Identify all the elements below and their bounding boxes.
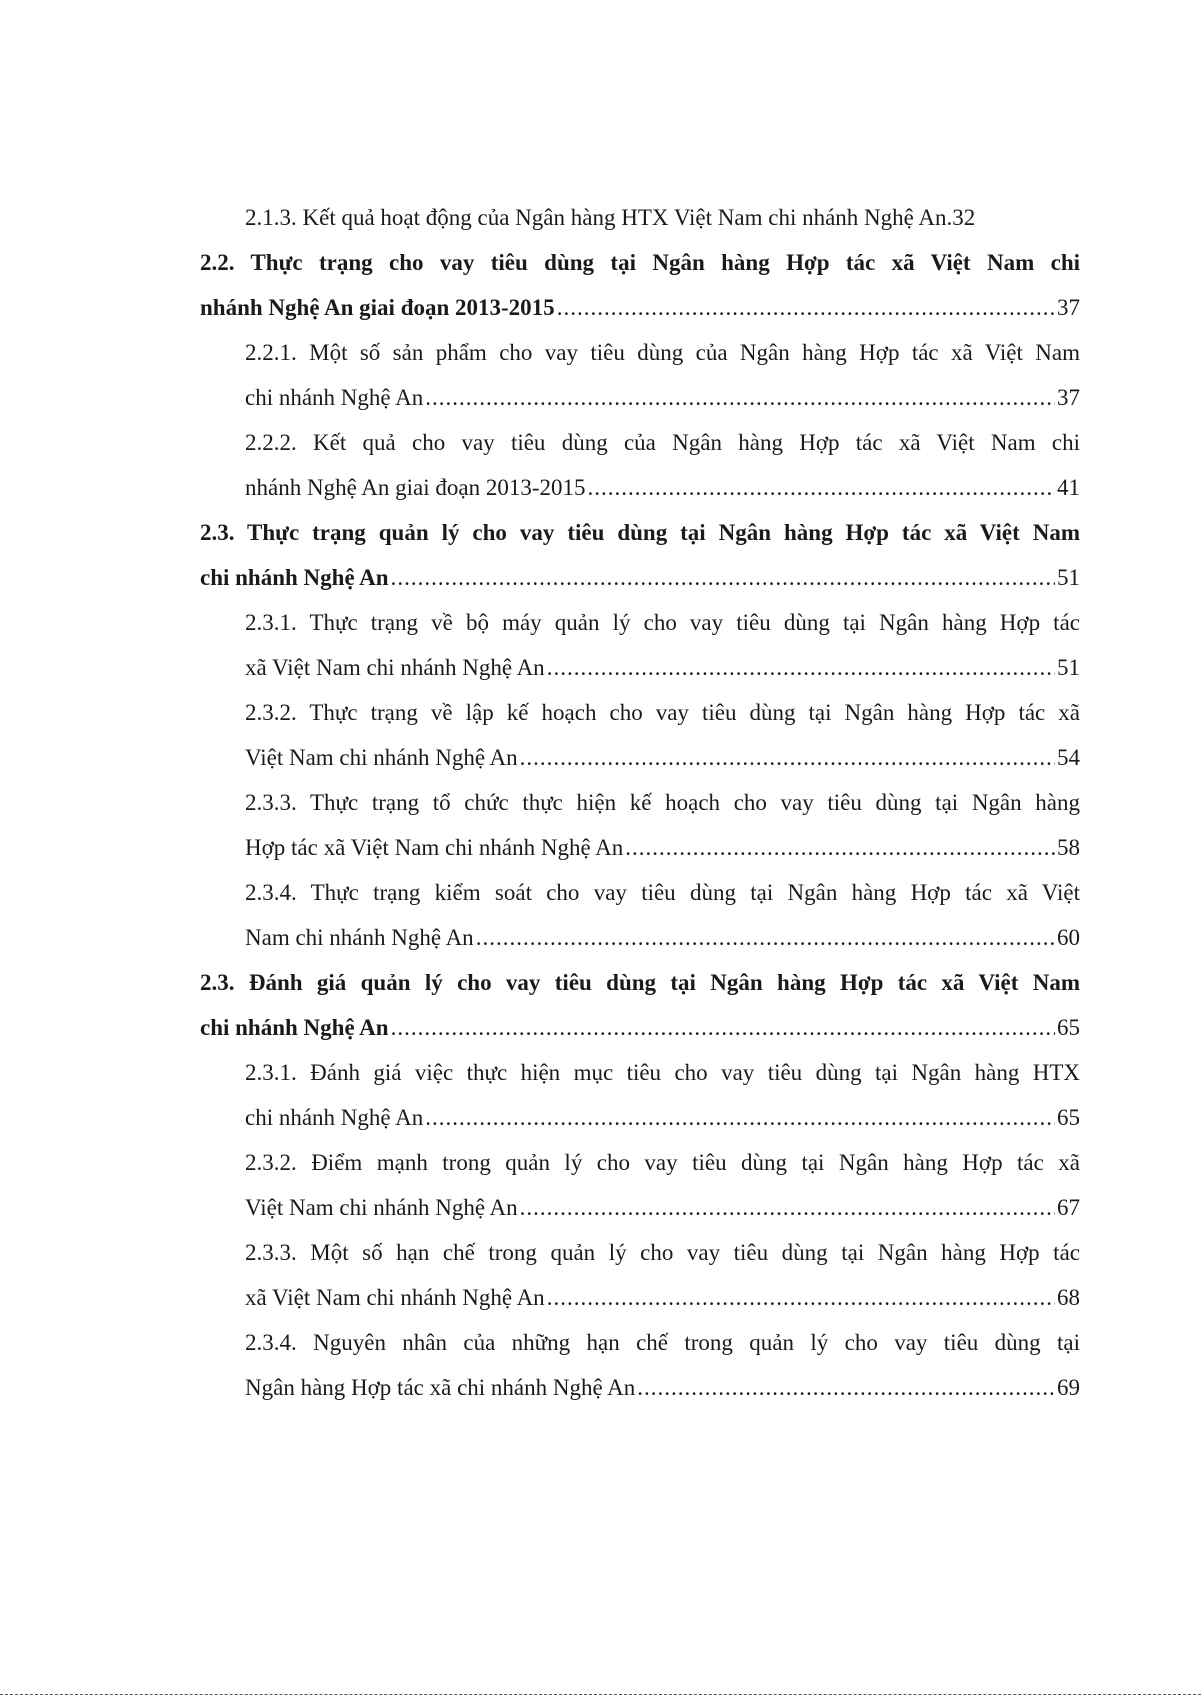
toc-entry-2-3-1b[interactable] xyxy=(245,1095,1080,1140)
toc-entry-text: chi nhánh Nghệ An xyxy=(200,1015,389,1040)
toc-entry-2-3-3b-line1[interactable]: 2.3.3. Một số hạn chế trong quản lý cho vay tiêu dùng tại Ngân hàng Hợp tác xyxy=(245,1240,1080,1265)
toc-entry-2-3-3-line1[interactable]: 2.3.3. Thực trạng tổ chức thực hiện kế hoạch cho vay tiêu dùng tại Ngân hàng xyxy=(245,790,1080,815)
toc-leader-dots xyxy=(520,1185,1055,1230)
toc-page-number: 65 xyxy=(1057,1015,1080,1040)
toc-page-number: 51 xyxy=(1057,565,1080,590)
toc-entry-text: Nam chi nhánh Nghệ An xyxy=(245,925,474,950)
toc-entry-text: chi nhánh Nghệ An xyxy=(245,1105,424,1130)
toc-leader-dots xyxy=(391,555,1055,600)
toc-entry-2-2-1[interactable] xyxy=(245,375,1080,420)
toc-page-number: 69 xyxy=(1057,1375,1080,1400)
toc-heading-2-2[interactable] xyxy=(200,285,1080,330)
toc-entry-2-2-1-line1[interactable]: 2.2.1. Một số sản phẩm cho vay tiêu dùng của Ngân hàng Hợp tác xã Việt Nam xyxy=(245,340,1080,365)
toc-leader-dots xyxy=(547,645,1055,690)
toc-entry-2-3-4b-line1[interactable]: 2.3.4. Nguyên nhân của những hạn chế trong quản lý cho vay tiêu dùng tại xyxy=(245,1330,1080,1355)
toc-heading-2-3-danh-gia[interactable] xyxy=(200,1005,1080,1050)
toc-page-number: 37 xyxy=(1057,385,1080,410)
toc-entry-2-3-1[interactable] xyxy=(245,645,1080,690)
toc-leader-dots xyxy=(520,735,1055,780)
toc-leader-dots xyxy=(587,465,1055,510)
toc-entry-2-3-2b[interactable] xyxy=(245,1185,1080,1230)
toc-heading-2-2-line1[interactable]: 2.2. Thực trạng cho vay tiêu dùng tại Ngân hàng Hợp tác xã Việt Nam chi xyxy=(200,250,1080,275)
toc-leader-dots xyxy=(425,375,1055,420)
toc-leader-dots xyxy=(547,1275,1055,1320)
toc-entry-2-2-2-line1[interactable]: 2.2.2. Kết quả cho vay tiêu dùng của Ngân hàng Hợp tác xã Việt Nam chi xyxy=(245,430,1080,455)
toc-entry-2-3-2[interactable] xyxy=(245,735,1080,780)
toc-entry-2-3-3[interactable] xyxy=(245,825,1080,870)
toc-heading-2-3-danh-gia-line1[interactable]: 2.3. Đánh giá quản lý cho vay tiêu dùng tại Ngân hàng Hợp tác xã Việt Nam xyxy=(200,970,1080,995)
toc-entry-text: nhánh Nghệ An giai đoạn 2013-2015 xyxy=(200,295,555,320)
page-bottom-rule xyxy=(0,1694,1201,1699)
toc-page-number: 58 xyxy=(1057,835,1080,860)
toc-entry-text: nhánh Nghệ An giai đoạn 2013-2015 xyxy=(245,475,586,500)
toc-entry-text: Ngân hàng Hợp tác xã chi nhánh Nghệ An xyxy=(245,1375,636,1400)
toc-entry-text: xã Việt Nam chi nhánh Nghệ An xyxy=(245,1285,545,1310)
toc-heading-2-3[interactable] xyxy=(200,555,1080,600)
toc-entry-2-3-1b-line1[interactable]: 2.3.1. Đánh giá việc thực hiện mục tiêu cho vay tiêu dùng tại Ngân hàng HTX xyxy=(245,1060,1080,1085)
toc-entry-text: Việt Nam chi nhánh Nghệ An xyxy=(245,745,518,770)
toc-entry-2-2-2[interactable] xyxy=(245,465,1080,510)
toc-entry-text: chi nhánh Nghệ An xyxy=(200,565,389,590)
toc-entry-2-3-4b[interactable] xyxy=(245,1365,1080,1410)
toc-page-number: 60 xyxy=(1057,925,1080,950)
toc-heading-2-3-line1[interactable]: 2.3. Thực trạng quản lý cho vay tiêu dùng tại Ngân hàng Hợp tác xã Việt Nam xyxy=(200,520,1080,545)
toc-leader-dots xyxy=(637,1365,1055,1410)
toc-leader-dots xyxy=(425,1095,1055,1140)
toc-entry-2-3-3b[interactable] xyxy=(245,1275,1080,1320)
toc-entry-2-3-4[interactable] xyxy=(245,915,1080,960)
toc-page-number: 68 xyxy=(1057,1285,1080,1310)
toc-page-number: 41 xyxy=(1057,475,1080,500)
toc-entry-text: Hợp tác xã Việt Nam chi nhánh Nghệ An xyxy=(245,835,624,860)
toc-entry-text: xã Việt Nam chi nhánh Nghệ An xyxy=(245,655,545,680)
toc-entry-2-3-2b-line1[interactable]: 2.3.2. Điểm mạnh trong quản lý cho vay tiêu dùng tại Ngân hàng Hợp tác xã xyxy=(245,1150,1080,1175)
toc-page-number: 65 xyxy=(1057,1105,1080,1130)
toc-entry-2-3-2-line1[interactable]: 2.3.2. Thực trạng về lập kế hoạch cho vay tiêu dùng tại Ngân hàng Hợp tác xã xyxy=(245,700,1080,725)
toc-page-number: 54 xyxy=(1057,745,1080,770)
toc-entry-text: 2.1.3. Kết quả hoạt động của Ngân hàng HTX Việt Nam chi nhánh Nghệ An xyxy=(245,205,947,230)
toc-page-number: .32 xyxy=(946,205,976,230)
toc-leader-dots xyxy=(476,915,1055,960)
toc-page-number: 51 xyxy=(1057,655,1080,680)
toc-entry-2-1-3[interactable] xyxy=(245,195,1080,240)
toc-entry-text: chi nhánh Nghệ An xyxy=(245,385,424,410)
toc-entry-2-3-4-line1[interactable]: 2.3.4. Thực trạng kiểm soát cho vay tiêu dùng tại Ngân hàng Hợp tác xã Việt xyxy=(245,880,1080,905)
toc-page-number: 37 xyxy=(1057,295,1080,320)
toc-leader-dots xyxy=(625,825,1055,870)
toc-leader-dots xyxy=(557,285,1055,330)
toc-entry-2-3-1-line1[interactable]: 2.3.1. Thực trạng về bộ máy quản lý cho vay tiêu dùng tại Ngân hàng Hợp tác xyxy=(245,610,1080,635)
toc-entry-text: Việt Nam chi nhánh Nghệ An xyxy=(245,1195,518,1220)
toc-leader-dots xyxy=(391,1005,1055,1050)
toc-page-number: 67 xyxy=(1057,1195,1080,1220)
